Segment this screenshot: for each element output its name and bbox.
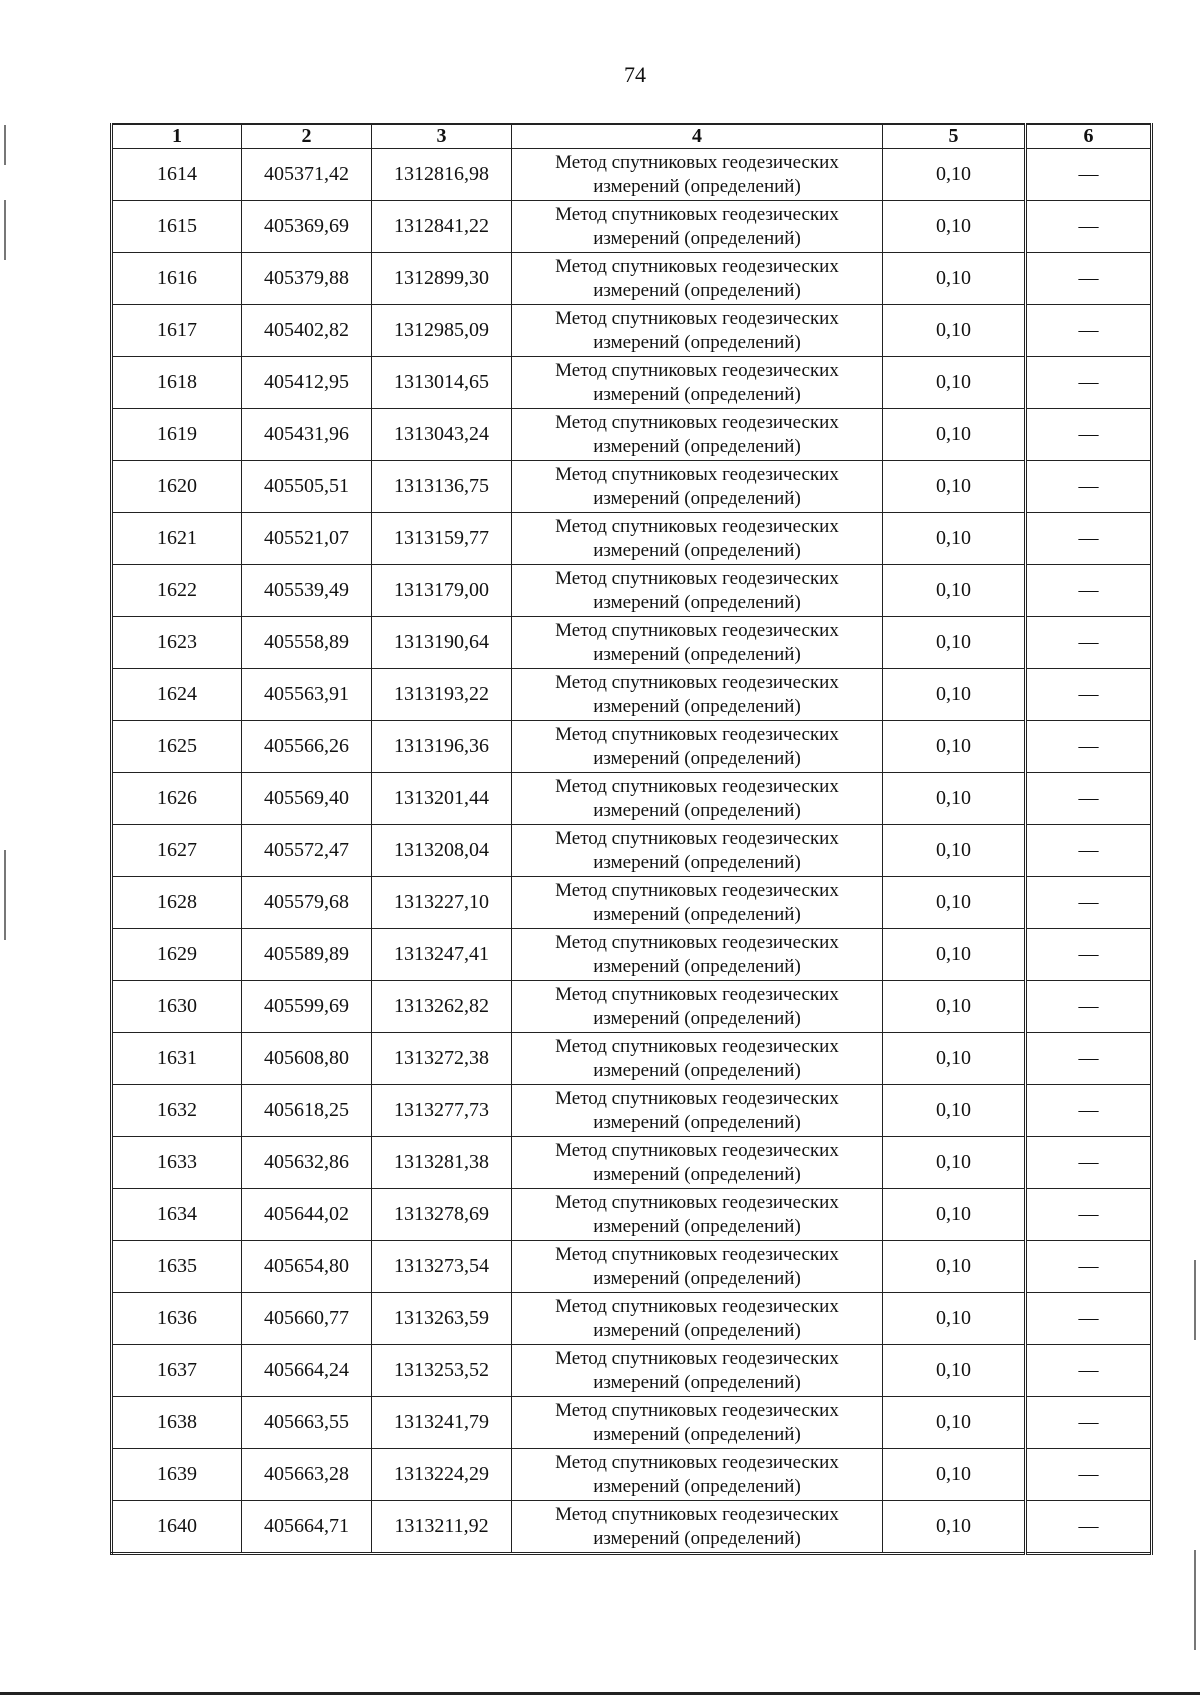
method-cell: [512, 149, 883, 201]
y-coordinate-cell: 1313211,92: [372, 1501, 512, 1554]
y-coordinate-cell: 1313273,54: [372, 1241, 512, 1293]
point-number-cell: 1619: [112, 409, 242, 461]
bottom-scan-rule: [0, 1692, 1200, 1695]
note-cell: —: [1026, 1449, 1152, 1501]
method-line-2: измерений (определений): [593, 1007, 801, 1029]
accuracy-cell: 0,10: [883, 617, 1026, 669]
method-line-1: Метод спутниковых геодезических: [555, 723, 839, 745]
method-line-1: Метод спутниковых геодезических: [555, 671, 839, 693]
method-line-2: измерений (определений): [593, 1527, 801, 1549]
table-row: [112, 1189, 1152, 1241]
table-row: [112, 773, 1152, 825]
table-row: [112, 1501, 1152, 1554]
x-coordinate-cell: 405664,71: [242, 1501, 372, 1554]
point-number-cell: 1631: [112, 1033, 242, 1085]
accuracy-cell: 0,10: [883, 877, 1026, 929]
point-number-cell: 1633: [112, 1137, 242, 1189]
method-line-1: Метод спутниковых геодезических: [555, 827, 839, 849]
note-cell: —: [1026, 669, 1152, 721]
x-coordinate-cell: 405654,80: [242, 1241, 372, 1293]
accuracy-cell: 0,10: [883, 1501, 1026, 1554]
x-coordinate-cell: 405566,26: [242, 721, 372, 773]
y-coordinate-cell: 1313196,36: [372, 721, 512, 773]
y-coordinate-cell: 1313253,52: [372, 1345, 512, 1397]
note-cell: —: [1026, 981, 1152, 1033]
method-line-2: измерений (определений): [593, 955, 801, 977]
y-coordinate-cell: 1312816,98: [372, 149, 512, 201]
method-line-1: Метод спутниковых геодезических: [555, 567, 839, 589]
method-line-1: Метод спутниковых геодезических: [555, 1399, 839, 1421]
method-cell: [512, 617, 883, 669]
accuracy-cell: 0,10: [883, 409, 1026, 461]
note-cell: —: [1026, 1085, 1152, 1137]
note-cell: —: [1026, 513, 1152, 565]
table-header-row: [112, 124, 1152, 149]
note-cell: —: [1026, 773, 1152, 825]
method-line-1: Метод спутниковых геодезических: [555, 1243, 839, 1265]
method-cell: [512, 1033, 883, 1085]
method-line-1: Метод спутниковых геодезических: [555, 1139, 839, 1161]
note-cell: —: [1026, 1397, 1152, 1449]
accuracy-cell: 0,10: [883, 201, 1026, 253]
method-cell: [512, 1345, 883, 1397]
accuracy-cell: 0,10: [883, 149, 1026, 201]
y-coordinate-cell: 1313262,82: [372, 981, 512, 1033]
x-coordinate-cell: 405431,96: [242, 409, 372, 461]
point-number-cell: 1617: [112, 305, 242, 357]
method-line-1: Метод спутниковых геодезических: [555, 983, 839, 1005]
scan-mark: [4, 200, 6, 260]
accuracy-cell: 0,10: [883, 565, 1026, 617]
y-coordinate-cell: 1313043,24: [372, 409, 512, 461]
method-cell: [512, 1501, 883, 1554]
y-coordinate-cell: 1313201,44: [372, 773, 512, 825]
table-row: [112, 617, 1152, 669]
method-cell: [512, 357, 883, 409]
header-col-1: 1: [112, 124, 242, 149]
method-cell: [512, 929, 883, 981]
method-line-2: измерений (определений): [593, 1215, 801, 1237]
table-row: [112, 1085, 1152, 1137]
method-cell: [512, 877, 883, 929]
y-coordinate-cell: 1313014,65: [372, 357, 512, 409]
method-line-2: измерений (определений): [593, 1163, 801, 1185]
accuracy-cell: 0,10: [883, 1241, 1026, 1293]
y-coordinate-cell: 1313136,75: [372, 461, 512, 513]
point-number-cell: 1618: [112, 357, 242, 409]
x-coordinate-cell: 405505,51: [242, 461, 372, 513]
note-cell: —: [1026, 929, 1152, 981]
accuracy-cell: 0,10: [883, 1345, 1026, 1397]
y-coordinate-cell: 1313247,41: [372, 929, 512, 981]
scan-mark: [4, 125, 6, 165]
y-coordinate-cell: 1313227,10: [372, 877, 512, 929]
note-cell: —: [1026, 461, 1152, 513]
table-row: [112, 1397, 1152, 1449]
method-cell: [512, 1137, 883, 1189]
y-coordinate-cell: 1313179,00: [372, 565, 512, 617]
point-number-cell: 1623: [112, 617, 242, 669]
y-coordinate-cell: 1313193,22: [372, 669, 512, 721]
note-cell: —: [1026, 1345, 1152, 1397]
y-coordinate-cell: 1313224,29: [372, 1449, 512, 1501]
method-cell: [512, 1189, 883, 1241]
x-coordinate-cell: 405402,82: [242, 305, 372, 357]
method-line-1: Метод спутниковых геодезических: [555, 1191, 839, 1213]
point-number-cell: 1638: [112, 1397, 242, 1449]
method-line-2: измерений (определений): [593, 175, 801, 197]
y-coordinate-cell: 1313241,79: [372, 1397, 512, 1449]
y-coordinate-cell: 1313208,04: [372, 825, 512, 877]
table-row: [112, 1241, 1152, 1293]
method-line-2: измерений (определений): [593, 487, 801, 509]
x-coordinate-cell: 405663,55: [242, 1397, 372, 1449]
method-line-1: Метод спутниковых геодезических: [555, 255, 839, 277]
table-body: [112, 149, 1152, 1554]
method-line-2: измерений (определений): [593, 695, 801, 717]
table-row: [112, 669, 1152, 721]
table-row: [112, 1345, 1152, 1397]
table-row: [112, 825, 1152, 877]
x-coordinate-cell: 405539,49: [242, 565, 372, 617]
note-cell: —: [1026, 357, 1152, 409]
accuracy-cell: 0,10: [883, 1449, 1026, 1501]
x-coordinate-cell: 405412,95: [242, 357, 372, 409]
point-number-cell: 1630: [112, 981, 242, 1033]
table-row: [112, 721, 1152, 773]
accuracy-cell: 0,10: [883, 1189, 1026, 1241]
point-number-cell: 1614: [112, 149, 242, 201]
method-cell: [512, 305, 883, 357]
point-number-cell: 1637: [112, 1345, 242, 1397]
x-coordinate-cell: 405608,80: [242, 1033, 372, 1085]
x-coordinate-cell: 405572,47: [242, 825, 372, 877]
accuracy-cell: 0,10: [883, 721, 1026, 773]
method-line-1: Метод спутниковых геодезических: [555, 1035, 839, 1057]
method-line-1: Метод спутниковых геодезических: [555, 1347, 839, 1369]
table-row: [112, 305, 1152, 357]
accuracy-cell: 0,10: [883, 1293, 1026, 1345]
x-coordinate-cell: 405569,40: [242, 773, 372, 825]
method-line-2: измерений (определений): [593, 747, 801, 769]
point-number-cell: 1615: [112, 201, 242, 253]
point-number-cell: 1621: [112, 513, 242, 565]
method-cell: [512, 409, 883, 461]
accuracy-cell: 0,10: [883, 1033, 1026, 1085]
x-coordinate-cell: 405664,24: [242, 1345, 372, 1397]
method-line-1: Метод спутниковых геодезических: [555, 879, 839, 901]
x-coordinate-cell: 405632,86: [242, 1137, 372, 1189]
accuracy-cell: 0,10: [883, 669, 1026, 721]
method-line-1: Метод спутниковых геодезических: [555, 151, 839, 173]
note-cell: —: [1026, 1033, 1152, 1085]
x-coordinate-cell: 405660,77: [242, 1293, 372, 1345]
note-cell: —: [1026, 721, 1152, 773]
method-cell: [512, 201, 883, 253]
method-line-2: измерений (определений): [593, 591, 801, 613]
note-cell: —: [1026, 1137, 1152, 1189]
note-cell: —: [1026, 1293, 1152, 1345]
table-row: [112, 1033, 1152, 1085]
accuracy-cell: 0,10: [883, 305, 1026, 357]
note-cell: —: [1026, 201, 1152, 253]
method-line-1: Метод спутниковых геодезических: [555, 307, 839, 329]
table-row: [112, 461, 1152, 513]
header-col-5: 5: [883, 124, 1026, 149]
table-row: [112, 513, 1152, 565]
x-coordinate-cell: 405618,25: [242, 1085, 372, 1137]
point-number-cell: 1624: [112, 669, 242, 721]
scan-mark: [1194, 1260, 1196, 1340]
method-line-1: Метод спутниковых геодезических: [555, 775, 839, 797]
method-cell: [512, 981, 883, 1033]
header-col-2: 2: [242, 124, 372, 149]
point-number-cell: 1635: [112, 1241, 242, 1293]
x-coordinate-cell: 405558,89: [242, 617, 372, 669]
y-coordinate-cell: 1313263,59: [372, 1293, 512, 1345]
point-number-cell: 1629: [112, 929, 242, 981]
note-cell: —: [1026, 1241, 1152, 1293]
method-line-1: Метод спутниковых геодезических: [555, 411, 839, 433]
point-number-cell: 1622: [112, 565, 242, 617]
x-coordinate-cell: 405371,42: [242, 149, 372, 201]
point-number-cell: 1640: [112, 1501, 242, 1554]
table-row: [112, 981, 1152, 1033]
x-coordinate-cell: 405663,28: [242, 1449, 372, 1501]
method-line-1: Метод спутниковых геодезических: [555, 1087, 839, 1109]
method-cell: [512, 253, 883, 305]
y-coordinate-cell: 1313272,38: [372, 1033, 512, 1085]
table-row: [112, 409, 1152, 461]
method-cell: [512, 825, 883, 877]
point-number-cell: 1639: [112, 1449, 242, 1501]
x-coordinate-cell: 405579,68: [242, 877, 372, 929]
accuracy-cell: 0,10: [883, 357, 1026, 409]
method-line-2: измерений (определений): [593, 643, 801, 665]
point-number-cell: 1634: [112, 1189, 242, 1241]
x-coordinate-cell: 405644,02: [242, 1189, 372, 1241]
header-col-4: 4: [512, 124, 883, 149]
method-line-1: Метод спутниковых геодезических: [555, 515, 839, 537]
method-line-2: измерений (определений): [593, 435, 801, 457]
method-cell: [512, 461, 883, 513]
accuracy-cell: 0,10: [883, 513, 1026, 565]
x-coordinate-cell: 405379,88: [242, 253, 372, 305]
table-row: [112, 565, 1152, 617]
coordinates-table: [110, 123, 1153, 1555]
accuracy-cell: 0,10: [883, 253, 1026, 305]
method-line-1: Метод спутниковых геодезических: [555, 619, 839, 641]
y-coordinate-cell: 1312899,30: [372, 253, 512, 305]
scan-mark: [1194, 1550, 1196, 1650]
method-line-2: измерений (определений): [593, 1475, 801, 1497]
table-row: [112, 357, 1152, 409]
accuracy-cell: 0,10: [883, 461, 1026, 513]
method-cell: [512, 1293, 883, 1345]
note-cell: —: [1026, 409, 1152, 461]
point-number-cell: 1627: [112, 825, 242, 877]
table-row: [112, 1137, 1152, 1189]
point-number-cell: 1632: [112, 1085, 242, 1137]
accuracy-cell: 0,10: [883, 1085, 1026, 1137]
table-row: [112, 877, 1152, 929]
method-cell: [512, 1085, 883, 1137]
accuracy-cell: 0,10: [883, 825, 1026, 877]
method-cell: [512, 1449, 883, 1501]
method-cell: [512, 669, 883, 721]
page-number: 74: [624, 62, 646, 87]
point-number-cell: 1628: [112, 877, 242, 929]
y-coordinate-cell: 1313159,77: [372, 513, 512, 565]
header-col-3: 3: [372, 124, 512, 149]
method-line-2: измерений (определений): [593, 851, 801, 873]
method-cell: [512, 721, 883, 773]
accuracy-cell: 0,10: [883, 773, 1026, 825]
point-number-cell: 1626: [112, 773, 242, 825]
method-cell: [512, 773, 883, 825]
method-line-2: измерений (определений): [593, 383, 801, 405]
method-cell: [512, 1241, 883, 1293]
note-cell: —: [1026, 825, 1152, 877]
x-coordinate-cell: 405563,91: [242, 669, 372, 721]
accuracy-cell: 0,10: [883, 1137, 1026, 1189]
note-cell: —: [1026, 305, 1152, 357]
method-line-1: Метод спутниковых геодезических: [555, 931, 839, 953]
accuracy-cell: 0,10: [883, 981, 1026, 1033]
y-coordinate-cell: 1313277,73: [372, 1085, 512, 1137]
table-row: [112, 929, 1152, 981]
method-line-2: измерений (определений): [593, 1319, 801, 1341]
note-cell: —: [1026, 617, 1152, 669]
method-cell: [512, 1397, 883, 1449]
accuracy-cell: 0,10: [883, 929, 1026, 981]
y-coordinate-cell: 1313190,64: [372, 617, 512, 669]
table-row: [112, 1293, 1152, 1345]
y-coordinate-cell: 1313281,38: [372, 1137, 512, 1189]
x-coordinate-cell: 405521,07: [242, 513, 372, 565]
method-line-2: измерений (определений): [593, 279, 801, 301]
note-cell: —: [1026, 877, 1152, 929]
method-line-2: измерений (определений): [593, 539, 801, 561]
method-cell: [512, 513, 883, 565]
table-row: [112, 201, 1152, 253]
method-line-1: Метод спутниковых геодезических: [555, 359, 839, 381]
accuracy-cell: 0,10: [883, 1397, 1026, 1449]
method-line-2: измерений (определений): [593, 1267, 801, 1289]
method-line-1: Метод спутниковых геодезических: [555, 203, 839, 225]
table-row: [112, 149, 1152, 201]
method-cell: [512, 565, 883, 617]
x-coordinate-cell: 405369,69: [242, 201, 372, 253]
note-cell: —: [1026, 565, 1152, 617]
method-line-2: измерений (определений): [593, 1111, 801, 1133]
point-number-cell: 1620: [112, 461, 242, 513]
method-line-2: измерений (определений): [593, 1371, 801, 1393]
y-coordinate-cell: 1312841,22: [372, 201, 512, 253]
method-line-1: Метод спутниковых геодезических: [555, 463, 839, 485]
table-row: [112, 253, 1152, 305]
note-cell: —: [1026, 149, 1152, 201]
note-cell: —: [1026, 253, 1152, 305]
method-line-2: измерений (определений): [593, 799, 801, 821]
table-row: [112, 1449, 1152, 1501]
note-cell: —: [1026, 1501, 1152, 1554]
method-line-2: измерений (определений): [593, 903, 801, 925]
point-number-cell: 1636: [112, 1293, 242, 1345]
method-line-1: Метод спутниковых геодезических: [555, 1451, 839, 1473]
y-coordinate-cell: 1313278,69: [372, 1189, 512, 1241]
header-col-6: 6: [1026, 124, 1152, 149]
method-line-1: Метод спутниковых геодезических: [555, 1503, 839, 1525]
note-cell: —: [1026, 1189, 1152, 1241]
point-number-cell: 1625: [112, 721, 242, 773]
scan-mark: [4, 850, 6, 940]
y-coordinate-cell: 1312985,09: [372, 305, 512, 357]
method-line-1: Метод спутниковых геодезических: [555, 1295, 839, 1317]
method-line-2: измерений (определений): [593, 331, 801, 353]
method-line-2: измерений (определений): [593, 1423, 801, 1445]
point-number-cell: 1616: [112, 253, 242, 305]
x-coordinate-cell: 405589,89: [242, 929, 372, 981]
method-line-2: измерений (определений): [593, 1059, 801, 1081]
x-coordinate-cell: 405599,69: [242, 981, 372, 1033]
method-line-2: измерений (определений): [593, 227, 801, 249]
